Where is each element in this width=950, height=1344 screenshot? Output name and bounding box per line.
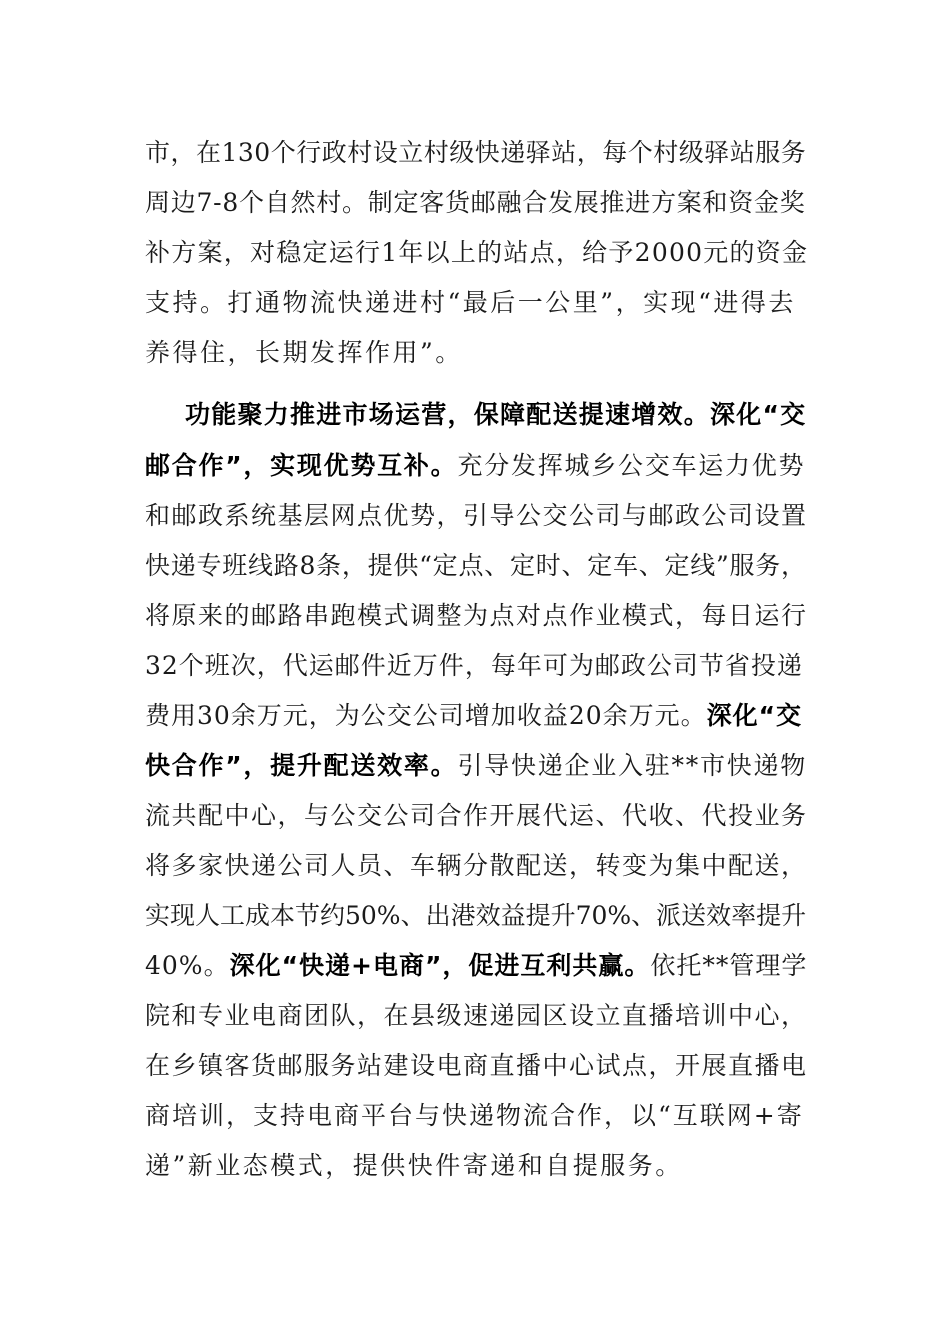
paragraph-line: 将多家快递公司人员、车辆分散配送，转变为集中配送， xyxy=(145,851,808,880)
body-text: 40%。 xyxy=(145,951,230,980)
paragraph-line: 流共配中心，与公交公司合作开展代运、代收、代投业务 xyxy=(145,801,808,830)
subsection-heading: 快合作”，提升配送效率。 xyxy=(145,751,458,780)
subsection-heading: 深化“快递+电商”，促进互利共赢。 xyxy=(229,951,651,980)
paragraph-line: 和邮政系统基层网点优势，引导公交公司与邮政公司设置 xyxy=(145,501,808,530)
paragraph-line: 32个班次，代运邮件近万件，每年可为邮政公司节省投递 xyxy=(145,651,803,680)
paragraph-line: 周边7-8个自然村。制定客货邮融合发展推进方案和资金奖 xyxy=(145,188,806,217)
body-text: 依托**管理学 xyxy=(650,951,808,980)
paragraph-line: 市，在130个行政村设立村级快递驿站，每个村级驿站服务 xyxy=(145,138,807,167)
paragraph-line: 递”新业态模式，提供快件寄递和自提服务。 xyxy=(145,1151,683,1180)
paragraph-line xyxy=(145,451,805,481)
subsection-heading: 深化“交 xyxy=(706,701,803,730)
paragraph-line: 院和专业电商团队，在县级速递园区设立直播培训中心， xyxy=(145,1001,808,1030)
body-text: 充分发挥城乡公交车运力优势 xyxy=(457,451,806,480)
paragraph-line: 支持。打通物流快递进村“最后一公里”，实现“进得去 xyxy=(145,288,796,317)
paragraph-line: 补方案，对稳定运行1年以上的站点，给予2000元的资金 xyxy=(145,238,809,267)
subsection-heading: 邮合作”，实现优势互补。 xyxy=(145,451,458,480)
paragraph-line: 实现人工成本节约50%、出港效益提升70%、派送效率提升 xyxy=(145,901,807,930)
paragraph-line: 快递专班线路8条，提供“定点、定时、定车、定线”服务， xyxy=(145,551,807,580)
paragraph-line xyxy=(185,400,806,430)
paragraph-line xyxy=(145,751,807,781)
paragraph-line: 商培训，支持电商平台与快递物流合作，以“互联网+寄 xyxy=(145,1101,804,1130)
section-heading: 功能聚力推进市场运营，保障配送提速增效。深化“交 xyxy=(185,400,807,429)
body-text: 费用30余万元，为公交公司增加收益20余万元。 xyxy=(145,701,707,730)
paragraph-line xyxy=(145,951,807,981)
paragraph-line: 将原来的邮路串跑模式调整为点对点作业模式，每日运行 xyxy=(145,601,808,630)
body-text: 引导快递企业入驻**市快递物 xyxy=(457,751,807,780)
paragraph-line xyxy=(145,701,802,731)
paragraph-line: 养得住，长期发挥作用”。 xyxy=(145,338,463,367)
paragraph-line: 在乡镇客货邮服务站建设电商直播中心试点，开展直播电 xyxy=(145,1051,808,1080)
